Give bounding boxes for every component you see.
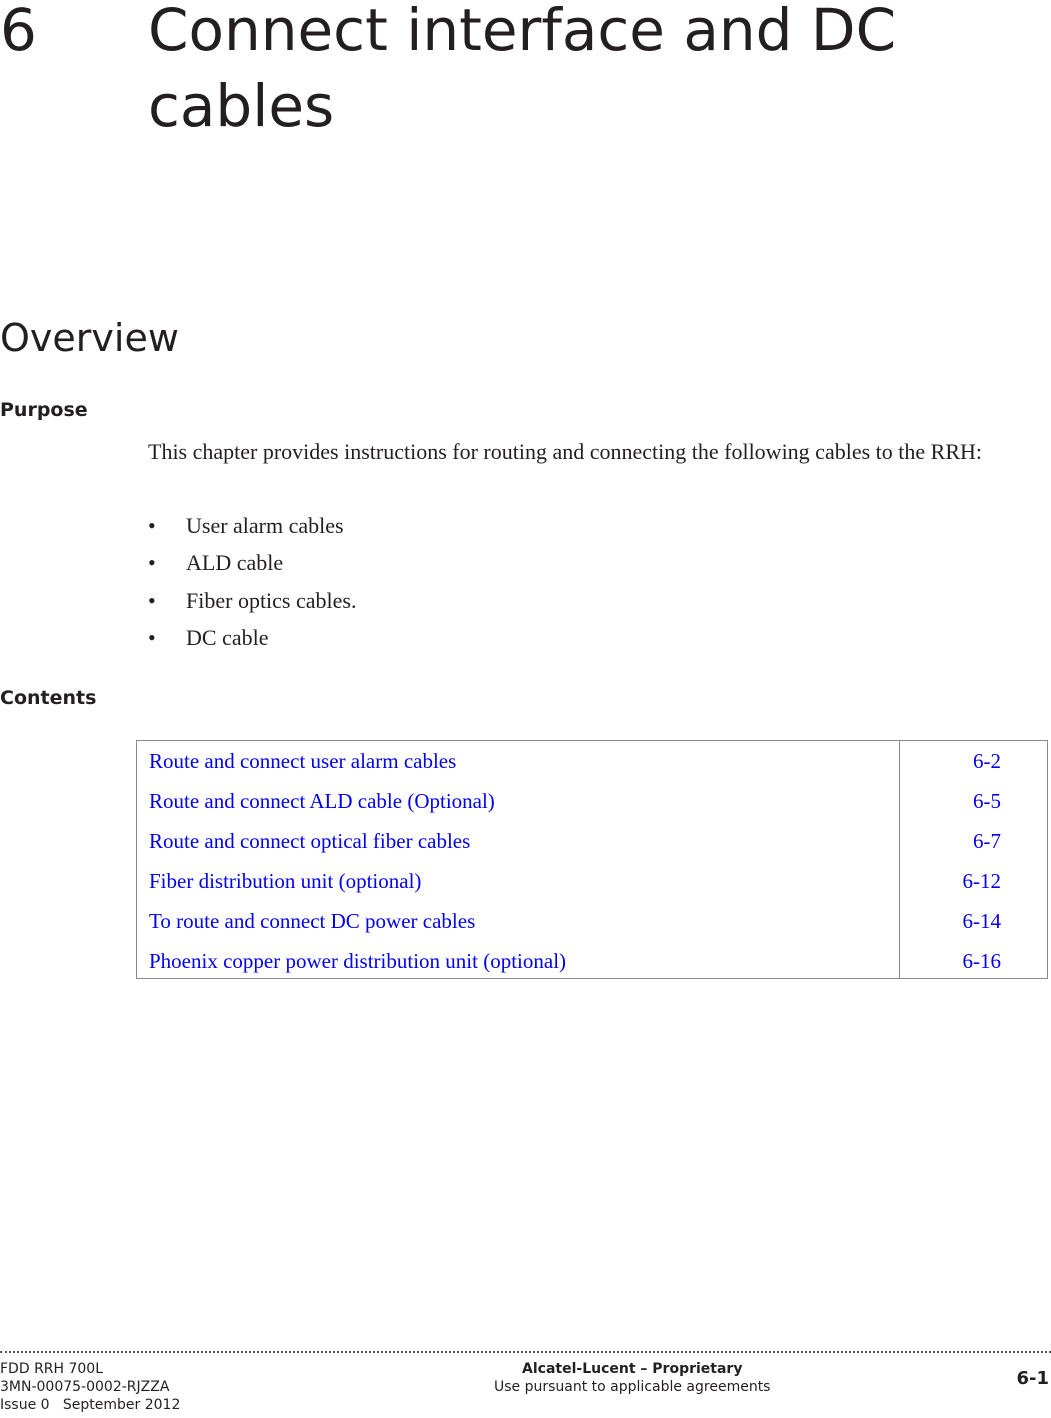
contents-heading: Contents bbox=[0, 687, 97, 709]
footer-company: Alcatel-Lucent – Proprietary bbox=[522, 1361, 743, 1377]
bullet-icon: • bbox=[148, 513, 156, 538]
section-title-overview: Overview bbox=[0, 316, 179, 360]
bullet-item bbox=[148, 507, 356, 544]
bullet-icon: • bbox=[148, 587, 156, 613]
bullet-text: ALD cable bbox=[186, 550, 284, 576]
toc-row bbox=[137, 861, 1047, 901]
toc-page-link[interactable]: 6-7 bbox=[973, 829, 1001, 853]
purpose-intro-text: This chapter provides instructions for routing and connecting the following cables to the RRH: bbox=[148, 439, 982, 464]
cable-bullet-list bbox=[148, 507, 356, 656]
chapter-number: 6 bbox=[0, 0, 37, 64]
chapter-title: Connect interface and DC cables bbox=[148, 0, 897, 140]
footer-product: FDD RRH 700L bbox=[0, 1361, 104, 1377]
toc-row bbox=[137, 781, 1047, 821]
bullet-text: User alarm cables bbox=[186, 513, 344, 538]
toc-page-link[interactable]: 6-5 bbox=[973, 789, 1001, 813]
toc-link-ald-cable[interactable]: Route and connect ALD cable (Optional) bbox=[149, 789, 495, 813]
toc-row bbox=[137, 901, 1047, 941]
footer-doc-number: 3MN-00075-0002-RJZZA bbox=[0, 1379, 170, 1395]
toc-link-dc-power-cables[interactable]: To route and connect DC power cables bbox=[149, 909, 476, 933]
toc-row bbox=[137, 941, 1047, 981]
purpose-heading: Purpose bbox=[0, 399, 88, 421]
toc-page-link[interactable]: 6-14 bbox=[962, 909, 1001, 933]
bullet-item bbox=[148, 544, 356, 581]
footer-page-number: 6-1 bbox=[1016, 1368, 1049, 1389]
contents-table bbox=[136, 740, 1048, 979]
footer-dotted-rule bbox=[0, 1351, 1051, 1353]
bullet-text: Fiber optics cables. bbox=[186, 587, 357, 613]
toc-row bbox=[137, 821, 1047, 861]
bullet-text: DC cable bbox=[186, 624, 269, 650]
footer-issue: Issue 0 September 2012 bbox=[0, 1397, 181, 1413]
toc-link-user-alarm-cables[interactable]: Route and connect user alarm cables bbox=[149, 749, 457, 773]
toc-link-optical-fiber-cables[interactable]: Route and connect optical fiber cables bbox=[149, 829, 471, 853]
toc-link-phoenix-power-distribution-unit[interactable]: Phoenix copper power distribution unit (optional) bbox=[149, 949, 567, 973]
toc-link-fiber-distribution-unit[interactable]: Fiber distribution unit (optional) bbox=[149, 869, 422, 893]
bullet-item bbox=[148, 619, 356, 656]
footer-proprietary-notice bbox=[494, 1360, 770, 1396]
bullet-item bbox=[148, 582, 356, 619]
footer-notice: Use pursuant to applicable agreements bbox=[494, 1379, 771, 1395]
toc-page-link[interactable]: 6-2 bbox=[973, 749, 1001, 773]
footer-document-info bbox=[0, 1360, 180, 1414]
toc-row bbox=[137, 741, 1047, 781]
bullet-icon: • bbox=[148, 550, 156, 576]
toc-page-link[interactable]: 6-12 bbox=[962, 869, 1001, 893]
bullet-icon: • bbox=[148, 624, 156, 650]
toc-page-link[interactable]: 6-16 bbox=[962, 949, 1001, 973]
